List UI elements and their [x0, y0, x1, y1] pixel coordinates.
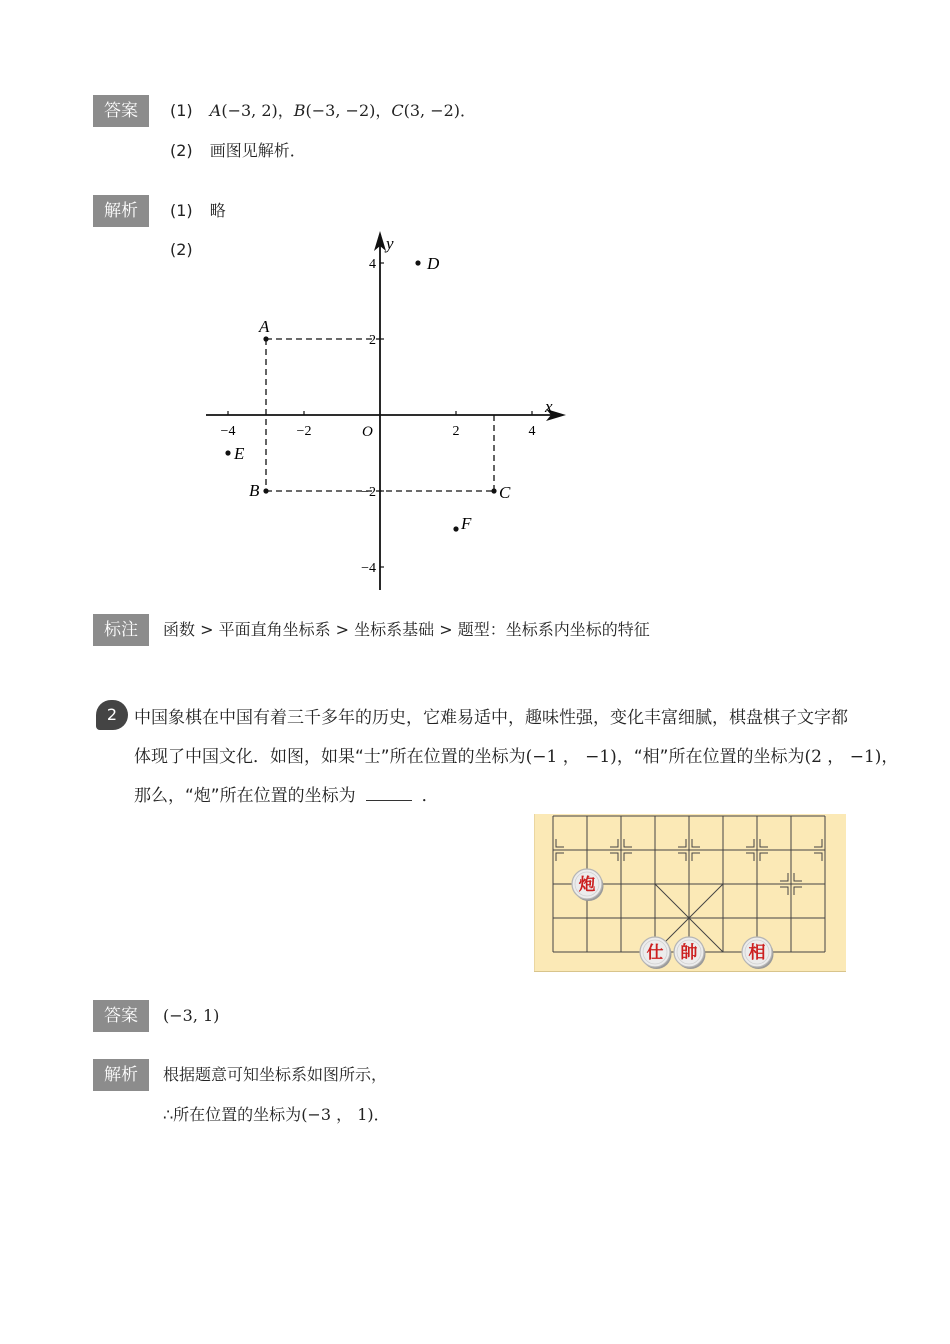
point-d	[415, 260, 420, 265]
point-c-coord: C(3, −2)	[391, 101, 461, 120]
y-tick-label: −2	[361, 485, 376, 500]
q2-answer-value: (−3, 1)	[163, 1006, 220, 1025]
point-e	[225, 450, 230, 455]
coordinate-graph	[0, 0, 950, 620]
shi-coord: (−1 ， −1)	[525, 747, 617, 767]
y-tick-label: −4	[361, 561, 376, 576]
answer-blank	[366, 786, 412, 801]
pao-coord: (−3 ， 1)	[301, 1105, 374, 1124]
x-tick-label: 2	[452, 424, 460, 439]
x-tick-label: −4	[220, 424, 236, 439]
x-tick-label: −2	[296, 424, 312, 439]
analysis-tag: 解析	[93, 195, 149, 227]
point-f	[453, 526, 458, 531]
piece-shi-label: 仕	[646, 943, 664, 963]
point-b-coord: B(−3, −2)	[293, 101, 376, 120]
chess-board-figure	[534, 814, 846, 972]
point-b	[263, 488, 268, 493]
point-label-e: E	[234, 444, 245, 463]
point-a	[263, 336, 268, 341]
point-label-a: A	[259, 317, 270, 336]
piece-pao-label: 炮	[578, 875, 596, 895]
q2-analysis-tag: 解析	[93, 1059, 149, 1091]
answer-2-text: 画图见解析．	[209, 141, 306, 160]
point-label-f: F	[461, 514, 472, 533]
question-line-2: 体现了中国文化．如图，如果“士”所在位置的坐标为(−1 ， −1)，“相”所在位置的坐标为(2 ， −1)，	[134, 747, 899, 767]
xiang-coord: (2 ， −1)	[804, 747, 882, 767]
analysis-1-number: (1)	[170, 201, 193, 220]
analysis-1-text: 略	[209, 201, 226, 220]
x-axis-label: x	[545, 397, 553, 416]
piece-xiang-label: 相	[748, 943, 766, 963]
point-label-b: B	[249, 481, 260, 500]
note-tag: 标注	[93, 614, 149, 646]
q2-analysis-line-1: 根据题意可知坐标系如图所示，	[163, 1065, 388, 1084]
note-text: 函数 > 平面直角坐标系 > 坐标系基础 > 题型：坐标系内坐标的特征	[163, 620, 650, 639]
q2-answer-tag: 答案	[93, 1000, 149, 1032]
point-label-c: C	[499, 483, 511, 502]
point-c	[491, 488, 496, 493]
origin-label: O	[362, 424, 373, 440]
x-tick-label: 4	[528, 424, 536, 439]
answer-line-1: (1) A(−3, 2)，B(−3, −2)，C(3, −2)．	[170, 101, 477, 120]
y-tick-label: 4	[369, 257, 376, 272]
answer-tag: 答案	[93, 95, 149, 127]
y-axis-label: y	[386, 234, 394, 253]
q2-analysis-line-2: ∴所在位置的坐标为(−3 ， 1)．	[163, 1105, 390, 1124]
question-line-1: 中国象棋在中国有着三千多年的历史，它难易适中，趣味性强，变化丰富细腻，棋盘棋子文字都	[134, 708, 848, 728]
y-tick-label: 2	[369, 333, 376, 348]
piece-shuai-label: 帥	[680, 943, 698, 963]
answer-2-number: (2)	[170, 141, 193, 160]
point-label-d: D	[427, 254, 440, 273]
point-a-coord: A(−3, 2)	[209, 101, 278, 120]
answer-1-number: (1)	[170, 101, 193, 120]
analysis-2-number: (2)	[170, 240, 193, 259]
question-line-3: 那么，“炮”所在位置的坐标为 ．	[134, 786, 439, 806]
question-number-badge: 2	[96, 700, 128, 730]
